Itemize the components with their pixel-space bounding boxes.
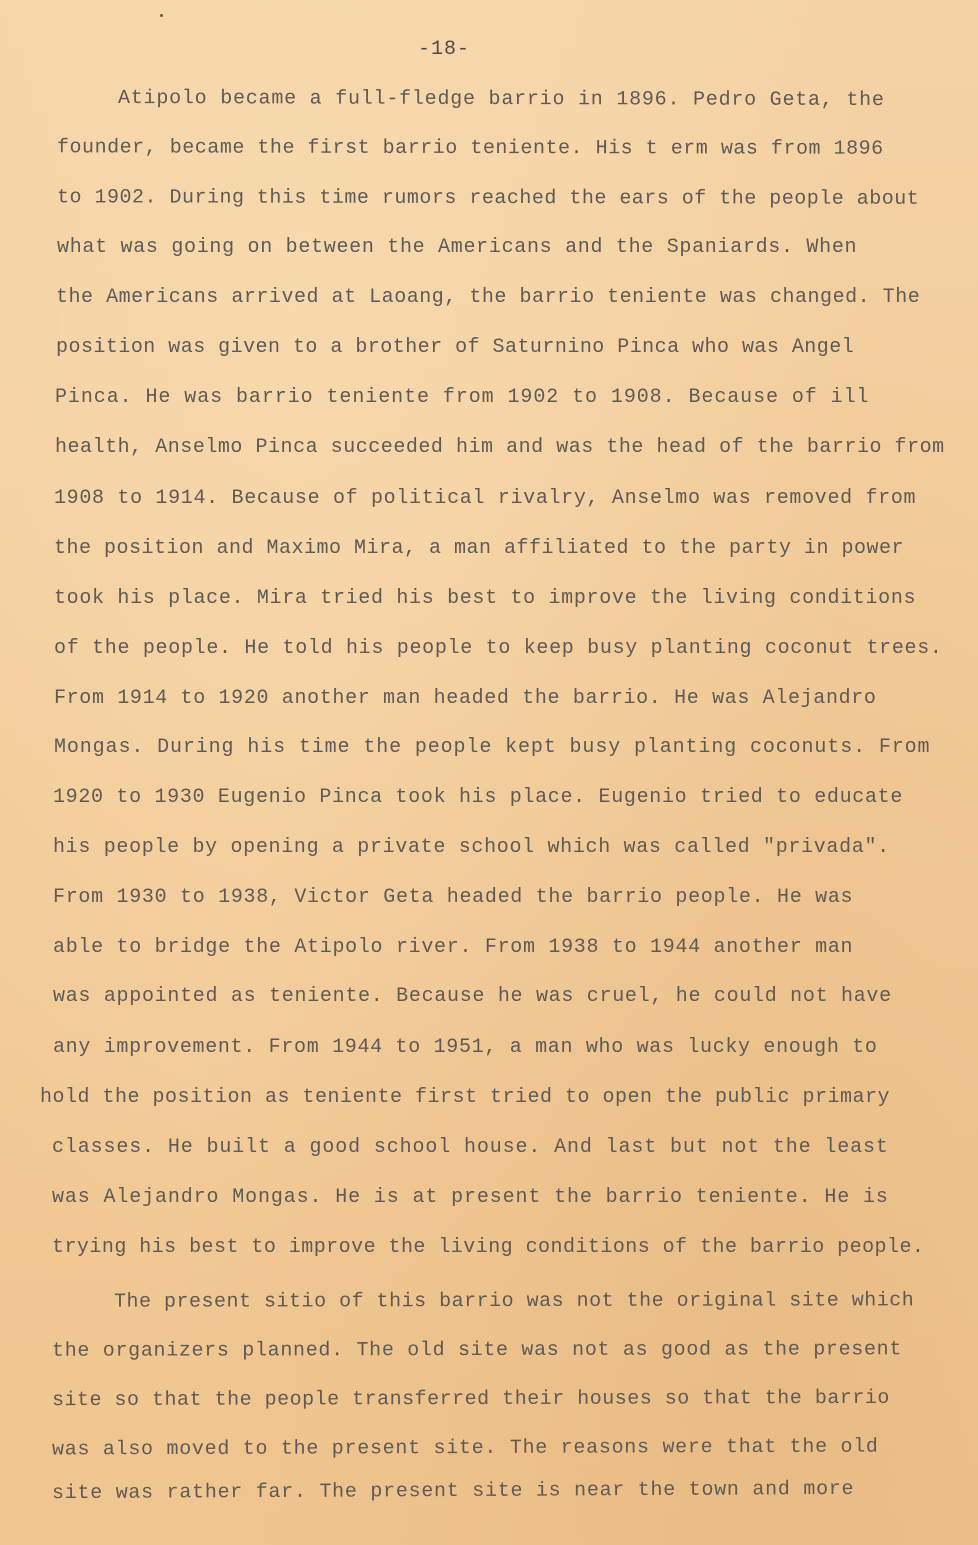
text-line: was also moved to the present site. The reasons were that the old	[51, 1435, 879, 1462]
text-line: was Alejandro Mongas. He is at present the barrio teniente. He is	[52, 1186, 889, 1209]
text-line: founder, became the first barrio teniente. His t erm was from 1896	[56, 136, 884, 161]
text-line: to 1902. During this time rumors reached the ears of the people about	[56, 186, 920, 211]
text-line: The present sitio of this barrio was not the original site which	[113, 1289, 915, 1314]
text-line: classes. He built a good school house. And last but not the least	[52, 1136, 889, 1159]
text-line: 1920 to 1930 Eugenio Pinca took his place. Eugenio tried to educate	[53, 786, 904, 809]
paper-speck	[160, 14, 163, 17]
text-line: site so that the people transferred their houses so that the barrio	[51, 1386, 890, 1413]
text-line: what was going on between the Americans and the Spaniards. When	[57, 236, 858, 259]
text-line: the organizers planned. The old site was not as good as the present	[51, 1338, 903, 1363]
text-line: any improvement. From 1944 to 1951, a man who was lucky enough to	[53, 1036, 878, 1059]
text-line: 1908 to 1914. Because of political rivalry, Anselmo was removed from	[54, 487, 917, 510]
text-line: Mongas. During his time the people kept busy planting coconuts. From	[54, 736, 931, 759]
text-line: From 1914 to 1920 another man headed the barrio. He was Alejandro	[54, 687, 877, 710]
text-line: From 1930 to 1938, Victor Geta headed the barrio people. He was	[53, 886, 854, 909]
text-line: was appointed as teniente. Because he was cruel, he could not have	[53, 985, 892, 1008]
text-line: position was given to a brother of Saturnino Pinca who was Angel	[56, 336, 855, 359]
text-line: hold the position as teniente first tried to open the public primary	[40, 1086, 891, 1109]
text-line: health, Anselmo Pinca succeeded him and was the head of the barrio from	[55, 436, 945, 459]
text-line: Atipolo became a full-fledge barrio in 1896. Pedro Geta, the	[117, 86, 885, 113]
text-line: the Americans arrived at Laoang, the barrio teniente was changed. The	[56, 286, 921, 309]
text-line: took his place. Mira tried his best to improve the living conditions	[54, 587, 917, 610]
text-line: trying his best to improve the living conditions of the barrio people.	[52, 1236, 925, 1259]
text-line: Pinca. He was barrio teniente from 1902 to 1908. Because of ill	[55, 386, 870, 409]
text-line: site was rather far. The present site is near the town and more	[51, 1477, 855, 1506]
page-number: -18-	[418, 38, 471, 61]
text-line: able to bridge the Atipolo river. From 1938 to 1944 another man	[53, 936, 854, 959]
text-line: his people by opening a private school which was called "privada".	[53, 836, 890, 859]
text-line: of the people. He told his people to keep busy planting coconut trees.	[54, 637, 943, 660]
text-line: the position and Maximo Mira, a man affiliated to the party in power	[54, 537, 905, 560]
